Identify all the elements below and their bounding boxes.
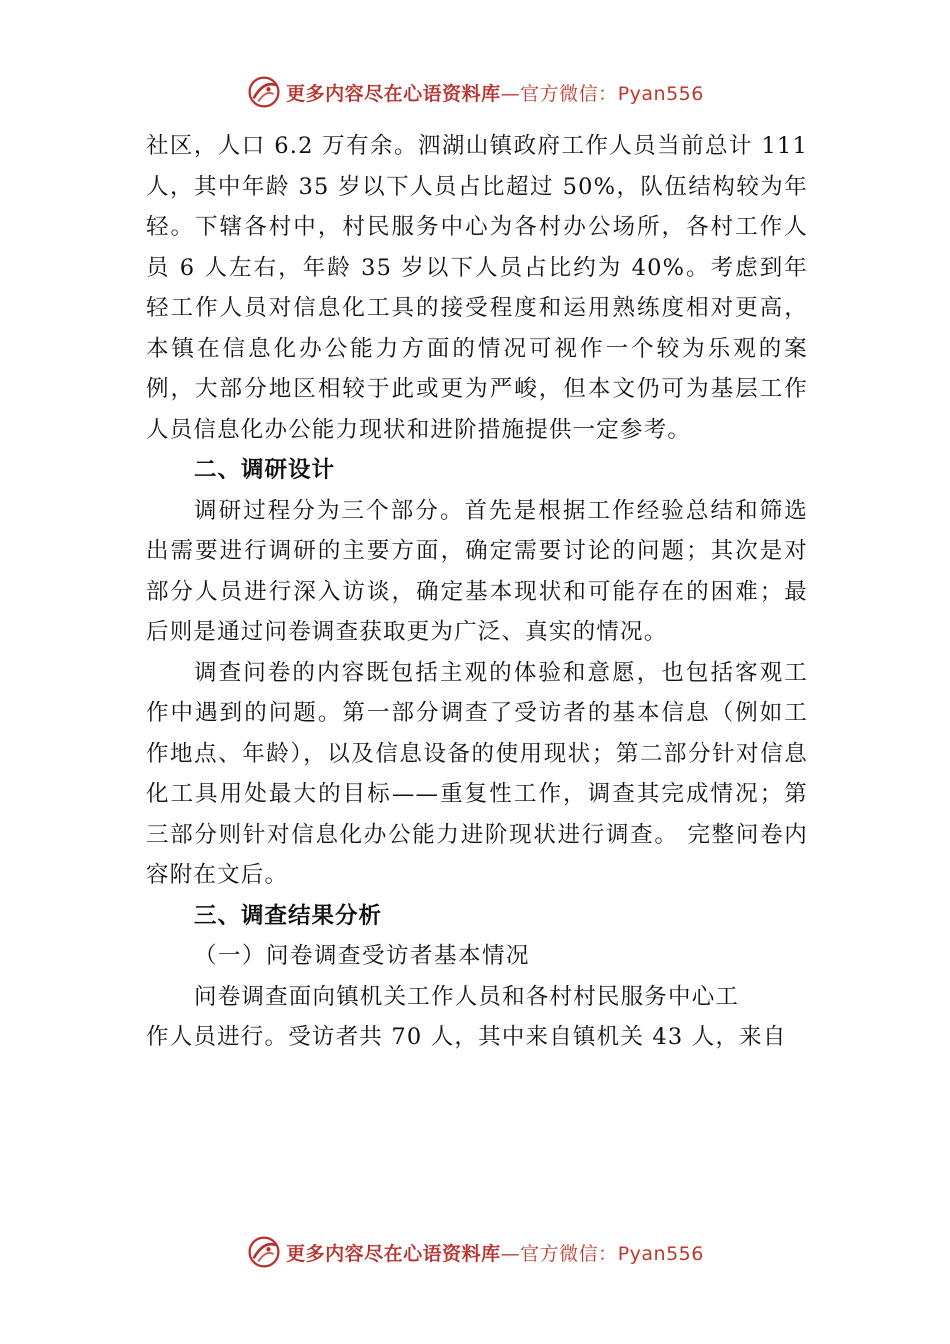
watermark-sep: —官方微信： — [500, 1242, 618, 1265]
brand-logo-icon — [246, 74, 282, 110]
brand-logo-icon — [246, 1234, 282, 1270]
watermark-main: 更多内容尽在心语资料库 — [286, 1242, 501, 1265]
subsection-heading-respondents: （一）问卷调查受访者基本情况 — [194, 943, 531, 969]
document-body — [146, 126, 808, 1058]
section-heading-results: 三、调查结果分析 — [194, 902, 383, 929]
watermark-wechat: Pyan556 — [617, 1242, 704, 1265]
section-heading-design: 二、调研设计 — [194, 457, 336, 483]
watermark-main: 更多内容尽在心语资料库 — [286, 82, 501, 105]
header-watermark — [0, 68, 950, 116]
watermark-text — [286, 1239, 704, 1266]
watermark-wechat: Pyan556 — [617, 82, 704, 105]
footer-watermark — [0, 1228, 950, 1276]
paragraph-questionnaire-content: 调查问卷的内容既包括主观的体验和意愿，也包括客观工作中遇到的问题。第一部分调查了受访者的基本信息（例如工作地点、年龄），以及信息设备的使用现状；第二部分针对信息化工具用处最大的目标——重复性工作，调查其完成情况；第三部分则针对信息化办公能力进阶现状进行调查。 完整问卷内容附在文后。 — [146, 659, 808, 888]
paragraph-intro: 社区，人口 6.2 万有余。泗湖山镇政府工作人员当前总计 111 人，其中年龄 35 岁以下人员占比超过 50%，队伍结构较为年轻。下辖各村中，村民服务中心为各村办公场所，各村工作人员 6 人左右，年龄 35 岁以下人员占比约为 40%。考虑到年轻工作人员对信息化工具的接受程度和运用熟练度相对更高，本镇在信息化办公能力方面的情况可视作一个较为乐观的案例，大部分地区相较于此或更为严峻，但本文仍可为基层工作人员信息化办公能力现状和进阶措施提供一定参考。 — [146, 133, 808, 443]
paragraph-survey-line-2: 作人员进行。受访者共 70 人，其中来自镇机关 43 人，来自 — [146, 1024, 787, 1050]
paragraph-survey-line-1: 问卷调查面向镇机关工作人员和各村村民服务中心工 — [194, 983, 740, 1010]
watermark-sep: —官方微信： — [500, 82, 618, 105]
paragraph-design-process: 调研过程分为三个部分。首先是根据工作经验总结和筛选出需要进行调研的主要方面，确定需要讨论的问题；其次是对部分人员进行深入访谈，确定基本现状和可能存在的困难；最后则是通过问卷调查获取更为广泛、真实的情况。 — [146, 497, 808, 645]
watermark-text — [286, 79, 704, 106]
